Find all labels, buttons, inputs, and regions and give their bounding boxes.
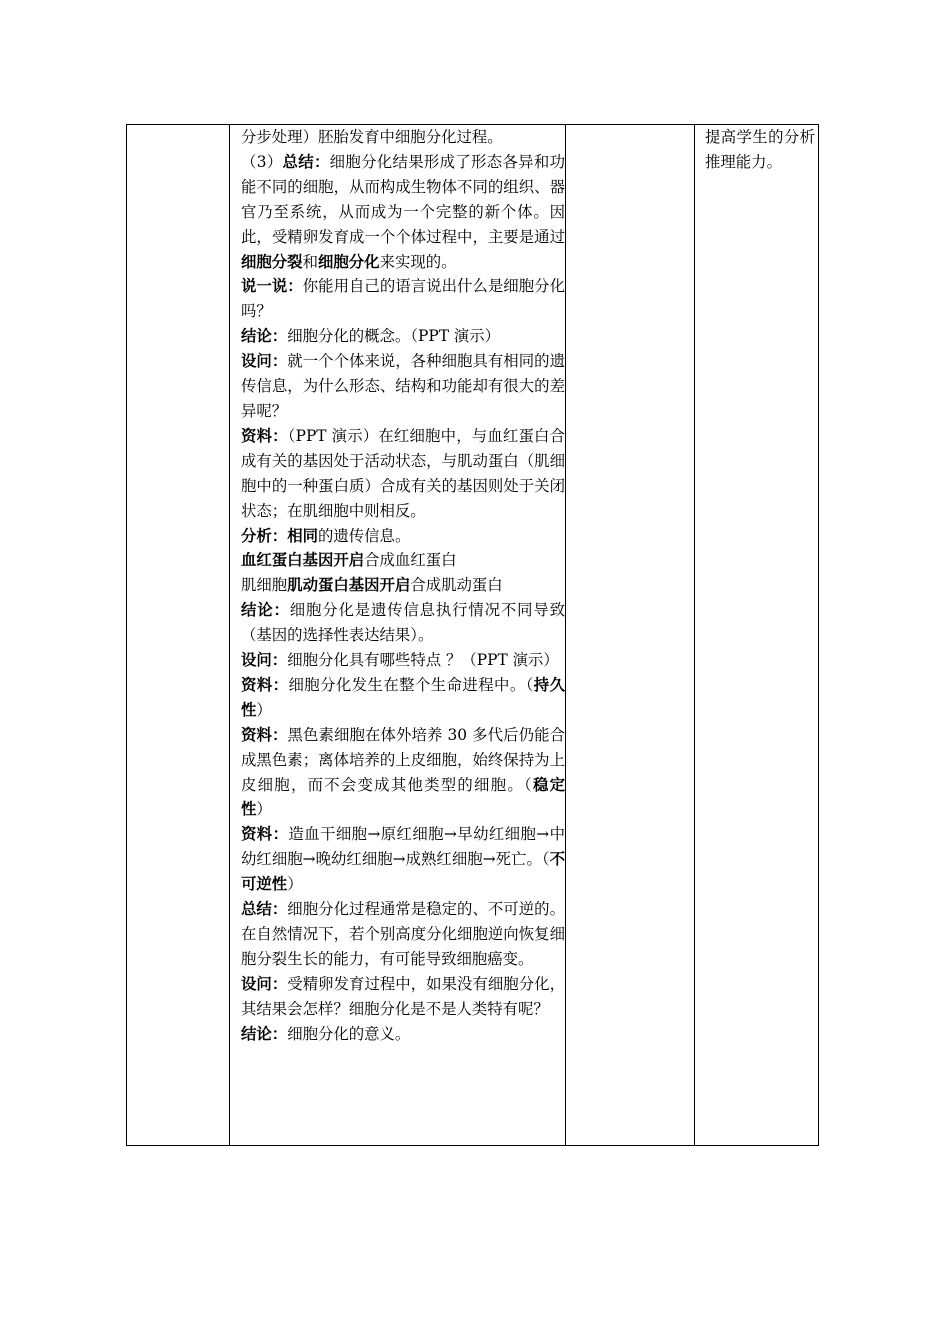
activity-paragraph [241,648,565,673]
text-run: ） [256,800,272,819]
text-run: 和 [302,252,318,271]
text-run: 来实现的。 [379,252,457,271]
bold-text-run: 细胞分裂 [241,252,303,271]
activity-paragraph [241,324,565,349]
activity-paragraph [241,598,565,648]
activity-paragraph [241,822,565,897]
activity-paragraph [241,548,565,573]
text-run: 细胞分化的意义。 [287,1024,411,1043]
activity-paragraph [241,274,565,324]
activity-paragraph [241,424,565,524]
bold-text-run: 肌动蛋白基因开启 [287,576,411,595]
column-divider [229,125,230,1145]
text-run: 细胞分化结果形成了形态各异和功能不同的细胞，从而构成生物体不同的组织、器官乃至系统，从而成为一个完整的新个体。因此，受精卵发育成一个个体过程中，主要是通过 [241,152,565,246]
design-intent-cell [705,125,815,175]
bold-text-run: 资料： [241,675,289,694]
bold-text-run: 细胞分化 [317,252,380,271]
text-run: 受精卵发育过程中，如果没有细胞分化，其结果会怎样？细胞分化是不是人类特有呢？ [241,974,565,1018]
text-run: ） [256,700,272,719]
text-run: 细胞分化过程通常是稳定的、不可逆的。在自然情况下，若个别高度分化细胞逆向恢复细胞分裂生长的能力，有可能导致细胞癌变。 [241,900,565,968]
bold-text-run: 说一说： [241,277,303,296]
text-run: 细胞分化具有哪些特点 ？（PPT 演示） [287,651,559,670]
bold-text-run: 血红蛋白基因开启 [241,551,365,570]
text-run: （3） [241,152,283,171]
activity-paragraph [241,972,565,1022]
bold-text-run: 分析： [241,526,288,545]
bold-text-run: 资料： [241,426,288,445]
design-intent-text: 提高学生的分析推理能力。 [705,128,815,171]
text-run: 就一个个体来说，各种细胞具有相同的遗传信息，为什么形态、结构和功能却有很大的差异呢？ [241,352,565,420]
bold-text-run: 相同 [287,526,318,545]
activity-paragraph [241,1022,565,1047]
activity-paragraph [241,524,565,549]
bold-text-run: 设问： [241,651,288,670]
text-run: 的遗传信息。 [317,526,411,545]
bold-text-run: 设问： [241,974,288,993]
activity-paragraph [241,573,565,598]
activity-paragraph [241,673,565,723]
activity-paragraph [241,125,565,150]
text-run: 细胞分化的概念。（PPT 演示） [287,327,501,346]
bold-text-run: 结论： [241,1024,288,1043]
empty-student-cell [566,125,694,1145]
bold-text-run: 总结： [282,152,330,171]
text-run: 你能用自己的语言说出什么是细胞分化吗？ [241,277,565,321]
text-run: 合成肌动蛋白 [410,576,503,595]
text-run: ） [287,875,303,894]
lesson-plan-table [126,124,819,1146]
bold-text-run: 总结： [241,900,288,919]
text-run: 细胞分化是遗传信息执行情况不同导致（基因的选择性表达结果）。 [241,601,565,645]
bold-text-run: 持久性 [241,675,565,719]
activity-paragraph [241,723,565,823]
text-run: （PPT 演示）在红细胞中，与血红蛋白合成有关的基因处于活动状态，与肌动蛋白（肌细胞中的一种蛋白质）合成有关的基因则处于关闭状态；在肌细胞中则相反。 [241,426,565,520]
bold-text-run: 不可逆性 [241,850,565,894]
empty-left-cell [127,125,229,1145]
bold-text-run: 资料： [241,825,289,844]
text-run: 分步处理）胚胎发育中细胞分化过程。 [241,128,503,146]
text-run: 肌细胞 [241,576,288,595]
bold-text-run: 结论： [241,327,288,346]
activity-paragraph [241,897,565,972]
column-divider [694,125,695,1145]
text-run: 合成血红蛋白 [364,551,457,570]
bold-text-run: 结论： [241,601,290,620]
bold-text-run: 稳定性 [241,775,565,819]
bold-text-run: 资料： [241,725,288,744]
text-run: 黑色素细胞在体外培养 30 多代后仍能合成黑色素；离体培养的上皮细胞，始终保持为上皮细胞，而不会变成其他类型的细胞。（ [241,725,565,794]
text-run: 细胞分化发生在整个生命进程中。（ [288,675,534,694]
bold-text-run: 设问： [241,352,288,371]
text-run: 造血干细胞→原红细胞→早幼红细胞→中幼红细胞→晚幼红细胞→成熟红细胞→死亡。（ [241,825,565,869]
activity-paragraph [241,349,565,424]
teacher-activity-cell [241,125,565,1047]
activity-paragraph [241,150,565,275]
